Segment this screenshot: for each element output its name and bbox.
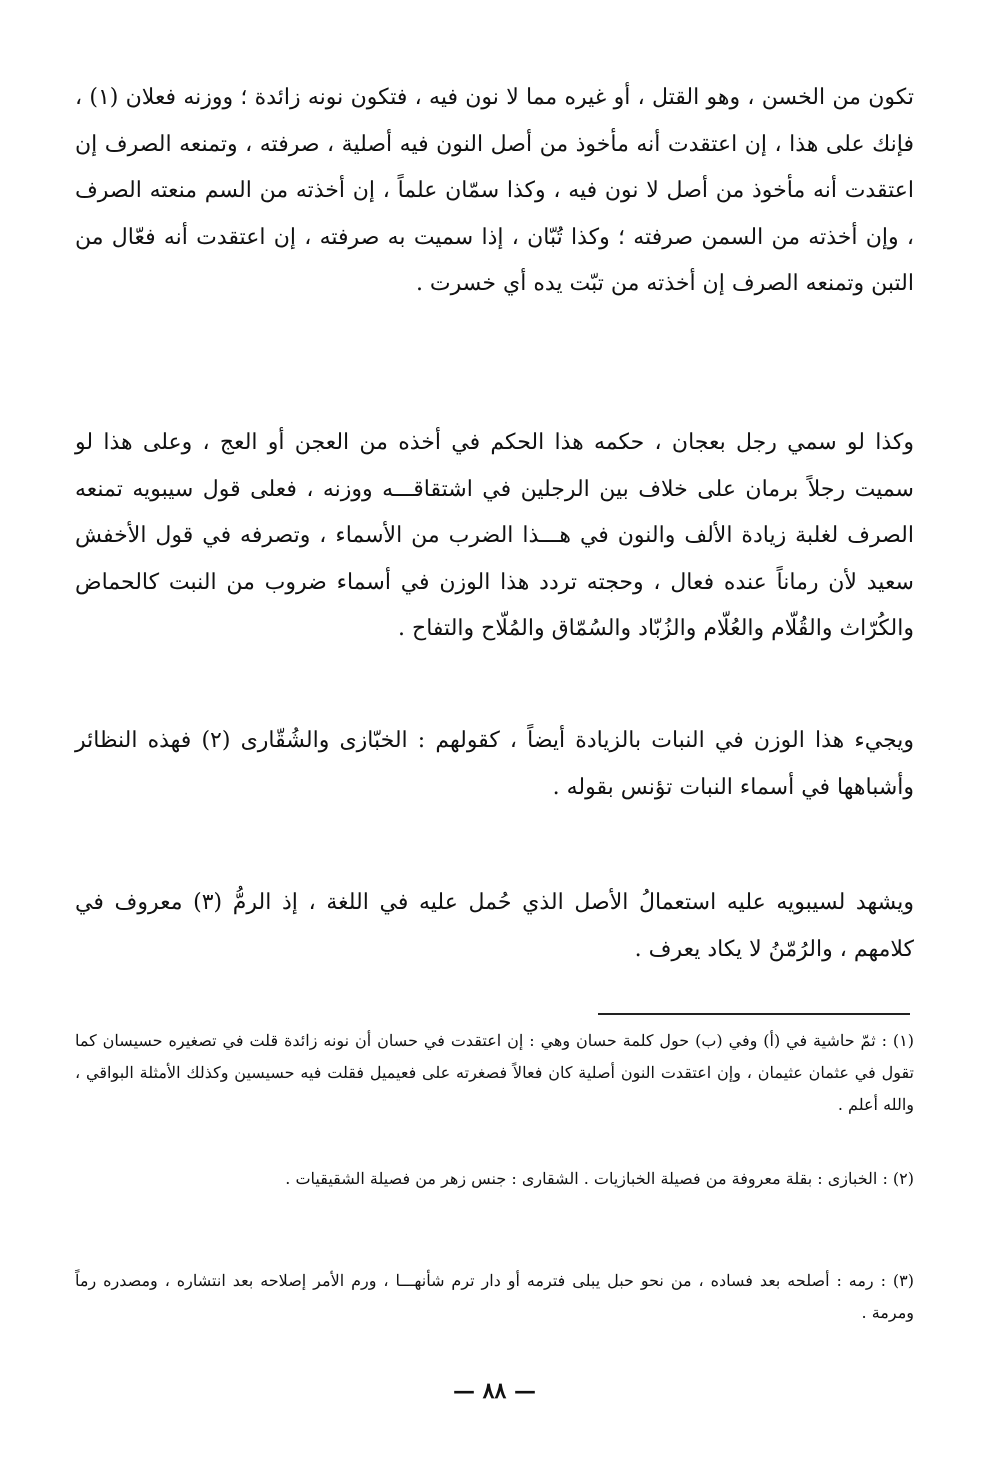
paragraph-text: ويجيء هذا الوزن في النبات بالزيادة أيضاً ، كقولهم : الخبّازى والشُقّارى (٢) فهذه النظائر وأشباهها في أسماء النبات تؤنس بقوله . bbox=[75, 728, 914, 800]
footnote-2 bbox=[75, 1163, 914, 1195]
footnote-separator bbox=[598, 1013, 910, 1015]
footnote-text: (١) : ثمّ حاشية في (أ) وفي (ب) حول كلمة حسان وهي : إن اعتقدت في حسان أن نونه زائدة قلت في تصغيره حسيسان كما تقول في عثمان عثيمان ، وإن اعتقدت النون أصلية كان فعالاً فصغرته على فعيميل فقلت فيه حسيسين وكذلك الأمثلة البواقي ، والله أعلم . bbox=[75, 1031, 915, 1114]
main-paragraph-2 bbox=[75, 420, 914, 653]
footnote-text: (٣) : رمه : أصلحه بعد فساده ، من نحو حبل يبلى فترمه أو دار ترم شأنهـــا ، ورم الأمر إصلاحه بعد انتشاره ، ومصدره رماً ومرمة . bbox=[75, 1271, 914, 1322]
paragraph-text: ويشهد لسيبويه عليه استعمالُ الأصل الذي حُمل عليه في اللغة ، إذ الرمُّ (٣) معروف في كلامهم ، والرُمّنُ لا يكاد يعرف . bbox=[75, 890, 914, 962]
footnote-3 bbox=[75, 1265, 914, 1329]
paragraph-text: تكون من الخسن ، وهو القتل ، أو غيره مما لا نون فيه ، فتكون نونه زائدة ؛ ووزنه فعلان (١) ، فإنك على هذا ، إن اعتقدت أنه مأخوذ من أصل النون فيه أصلية ، صرفته ، وتمنعه الصرف إن اعتقدت أنه مأخوذ من أصل لا نون فيه ، وكذا سمّان علماً ، إن أخذته من السم منعته الصرف ، وإن أخذته من السمن صرفته ؛ وكذا تُبّان ، إذا سميت به صرفته ، إن اعتقدت أنه فعّال من التبن وتمنعه الصرف إن أخذته من تبّت يده أي خسرت . bbox=[75, 85, 914, 296]
main-paragraph-3 bbox=[75, 718, 914, 811]
footnote-1 bbox=[75, 1025, 914, 1121]
paragraph-text: وكذا لو سمي رجل بعجان ، حكمه هذا الحكم في أخذه من العجن أو العج ، وعلى هذا لو سميت رجلاً برمان على خلاف بين الرجلين في اشتقاقـــه ووزنه ، فعلى قول سيبويه تمنعه الصرف لغلبة زيادة الألف والنون في هـــذا الضرب من الأسماء ، وتصرفه في قول الأخفش سعيد لأن رماناً عنده فعال ، وحجته تردد هذا الوزن في أسماء ضروب من النبت كالحماض والكُرّاث والقُلّام والعُلّام والزُبّاد والسُمّاق والمُلّاح والتفاح . bbox=[75, 430, 914, 641]
main-paragraph-4 bbox=[75, 880, 914, 973]
footnote-text: (٢) : الخبازى : بقلة معروفة من فصيلة الخبازيات . الشقارى : جنس زهر من فصيلة الشقيقيات . bbox=[285, 1169, 914, 1188]
page-number: — ٨٨ — bbox=[453, 1378, 536, 1404]
main-paragraph-1 bbox=[75, 75, 914, 308]
